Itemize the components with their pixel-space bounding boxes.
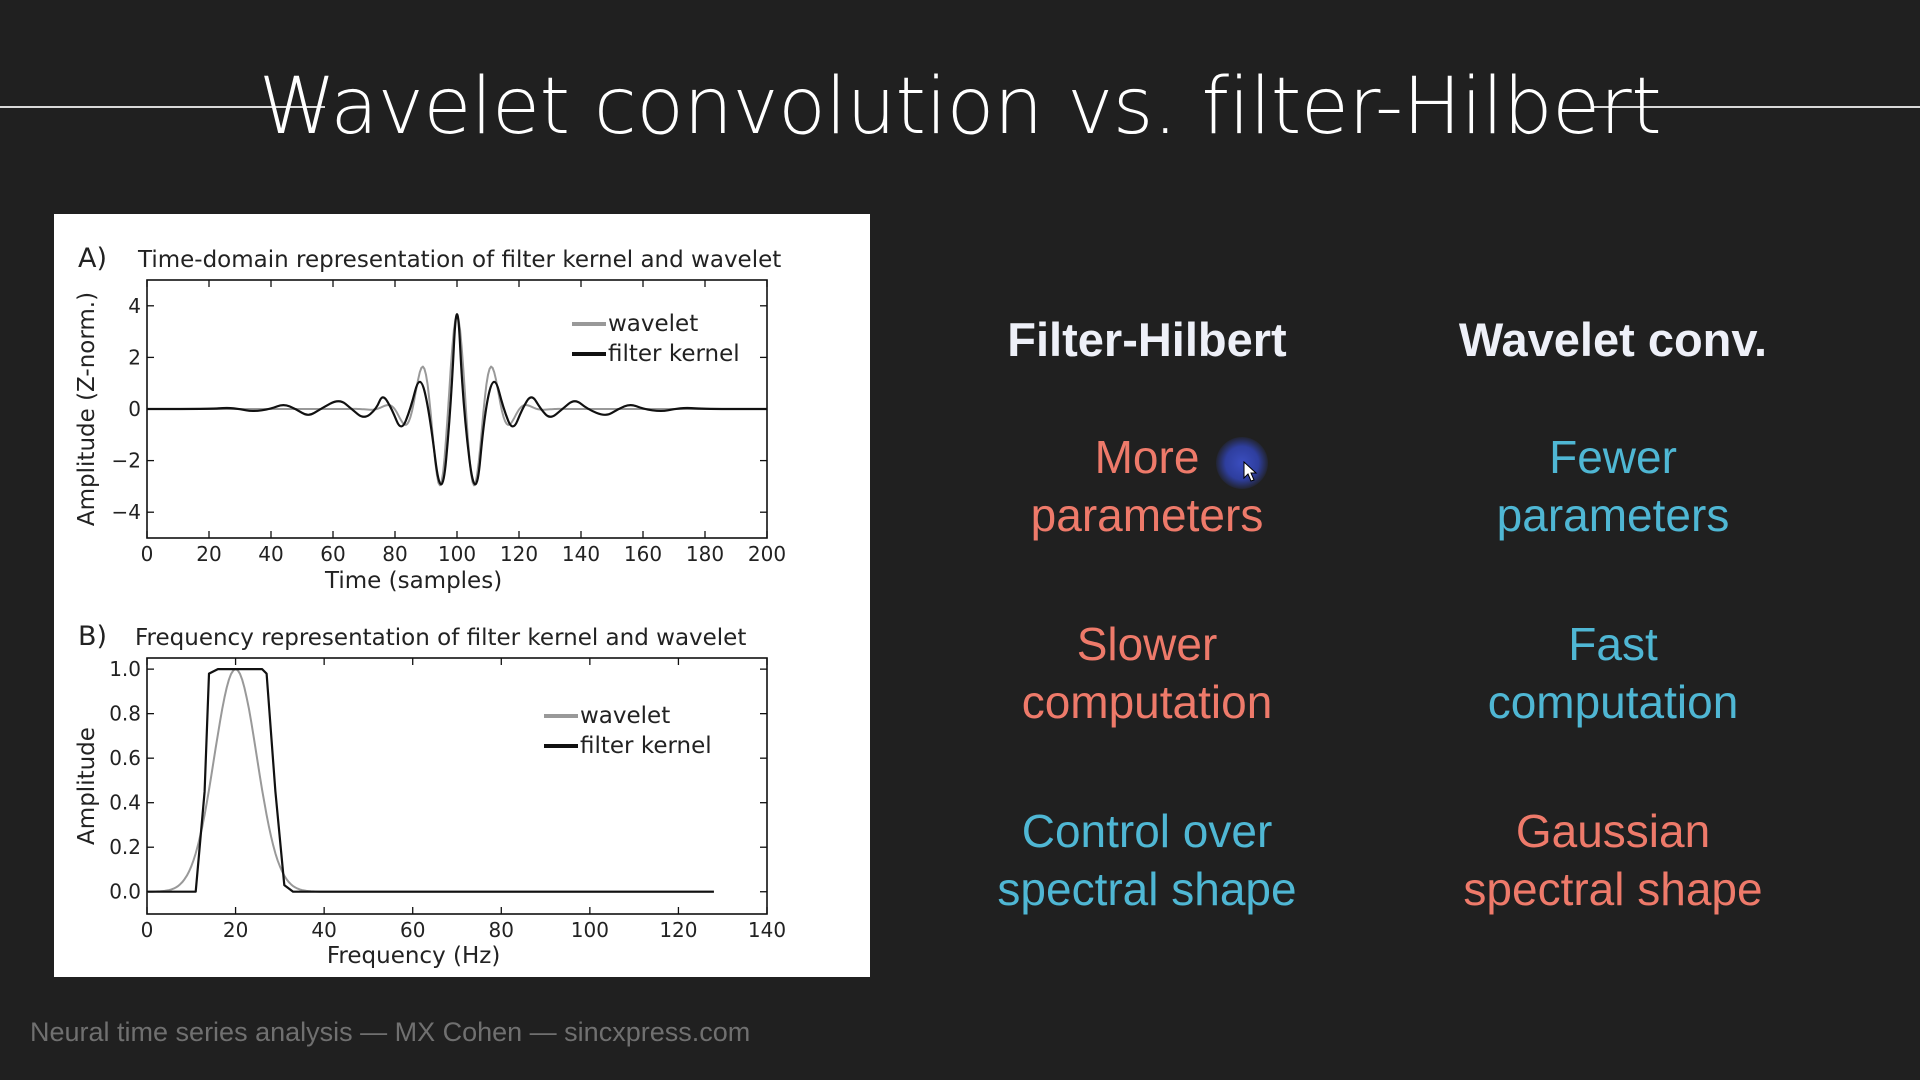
freq-panel-axes	[147, 658, 767, 914]
time-panel-xtick-label: 20	[196, 542, 222, 566]
wavelet-conv-header: Wavelet conv.	[1458, 313, 1768, 366]
freq-panel-title: Frequency representation of filter kernel and wavelet	[135, 625, 747, 651]
right-item-parameters-line2: parameters	[1496, 489, 1730, 541]
slide-title: Wavelet convolution vs. filter-Hilbert	[258, 62, 1662, 152]
time-panel-ylabel: Amplitude (Z-norm.)	[74, 291, 100, 527]
cursor-highlight	[1216, 437, 1268, 489]
right-item-computation	[1383, 615, 1843, 731]
time-panel-xtick-label: 180	[685, 542, 725, 566]
time-panel-label: A)	[78, 243, 108, 274]
time-panel-xtick-label: 160	[623, 542, 663, 566]
freq-panel-xtick-label: 140	[747, 918, 787, 942]
time-panel-xtick-label: 60	[320, 542, 346, 566]
left-item-computation-line2: computation	[1021, 676, 1273, 728]
right-item-parameters-line1: Fewer	[1549, 431, 1677, 483]
freq-panel-ytick-label: 1.0	[109, 657, 141, 682]
time-panel-xtick-label: 200	[747, 542, 787, 566]
freq-panel-ytick-label: 0.6	[109, 746, 141, 771]
left-item-spectral	[917, 802, 1377, 918]
figure-svg	[54, 214, 870, 977]
freq-panel-xlabel: Frequency (Hz)	[326, 943, 501, 969]
mouse-pointer-icon	[1243, 461, 1259, 483]
left-item-parameters	[917, 428, 1377, 544]
time-panel-xtick-label: 0	[140, 542, 154, 566]
freq-panel-ytick-label: 0.0	[109, 879, 141, 904]
left-item-parameters-line1: More	[1094, 431, 1200, 483]
filter-hilbert-header: Filter-Hilbert	[1007, 313, 1287, 366]
time-panel-xtick-label: 40	[258, 542, 284, 566]
freq-panel-xtick-label: 120	[659, 918, 698, 942]
left-item-computation-line1: Slower	[1076, 618, 1218, 670]
freq-panel-legend-label: filter kernel	[580, 733, 712, 759]
time-panel-ytick-label: 4	[128, 293, 141, 318]
time-panel-xtick-label: 120	[499, 542, 539, 566]
freq-panel-ytick-label: 0.4	[109, 790, 141, 815]
time-panel-ytick-label: 2	[128, 345, 141, 370]
right-item-computation-line2: computation	[1487, 676, 1739, 728]
left-item-spectral-line1: Control over	[1021, 805, 1273, 857]
freq-panel-xtick-label: 100	[570, 918, 609, 942]
freq-panel-ytick-label: 0.2	[109, 835, 141, 860]
left-item-spectral-line2: spectral shape	[997, 863, 1297, 915]
time-panel-legend-label: wavelet	[608, 311, 699, 337]
right-item-parameters	[1383, 428, 1843, 544]
left-item-computation	[917, 615, 1377, 731]
time-panel-title: Time-domain representation of filter kernel and wavelet	[138, 247, 782, 273]
time-panel-legend-label: filter kernel	[608, 341, 740, 367]
time-panel-ytick-label: −4	[111, 500, 141, 525]
time-panel-ytick-label: −2	[111, 448, 141, 473]
freq-panel-xtick-label: 20	[222, 918, 249, 942]
freq-panel-ytick-label: 0.8	[109, 701, 141, 726]
time-panel-series-filter-kernel	[147, 314, 767, 484]
freq-panel-legend-label: wavelet	[580, 703, 671, 729]
freq-panel-ylabel: Amplitude	[74, 727, 100, 845]
time-panel-xlabel: Time (samples)	[325, 568, 503, 594]
right-item-spectral-line2: spectral shape	[1463, 863, 1763, 915]
right-item-spectral-line1: Gaussian	[1515, 805, 1711, 857]
time-panel-xtick-label: 140	[561, 542, 601, 566]
freq-panel-xtick-label: 60	[399, 918, 426, 942]
left-item-parameters-line2: parameters	[1030, 489, 1264, 541]
figure-panel	[54, 214, 870, 977]
right-item-spectral	[1383, 802, 1843, 918]
time-panel-xtick-label: 100	[437, 542, 477, 566]
freq-panel-xtick-label: 80	[488, 918, 515, 942]
right-item-computation-line1: Fast	[1568, 618, 1658, 670]
time-panel-xtick-label: 80	[382, 542, 408, 566]
freq-panel-xtick-label: 40	[311, 918, 337, 942]
freq-panel-label: B)	[78, 621, 108, 652]
slide-footer: Neural time series analysis — MX Cohen — sincxpress.com	[30, 1017, 751, 1047]
freq-panel-xtick-label: 0	[140, 918, 154, 942]
time-panel-ytick-label: 0	[128, 397, 141, 421]
